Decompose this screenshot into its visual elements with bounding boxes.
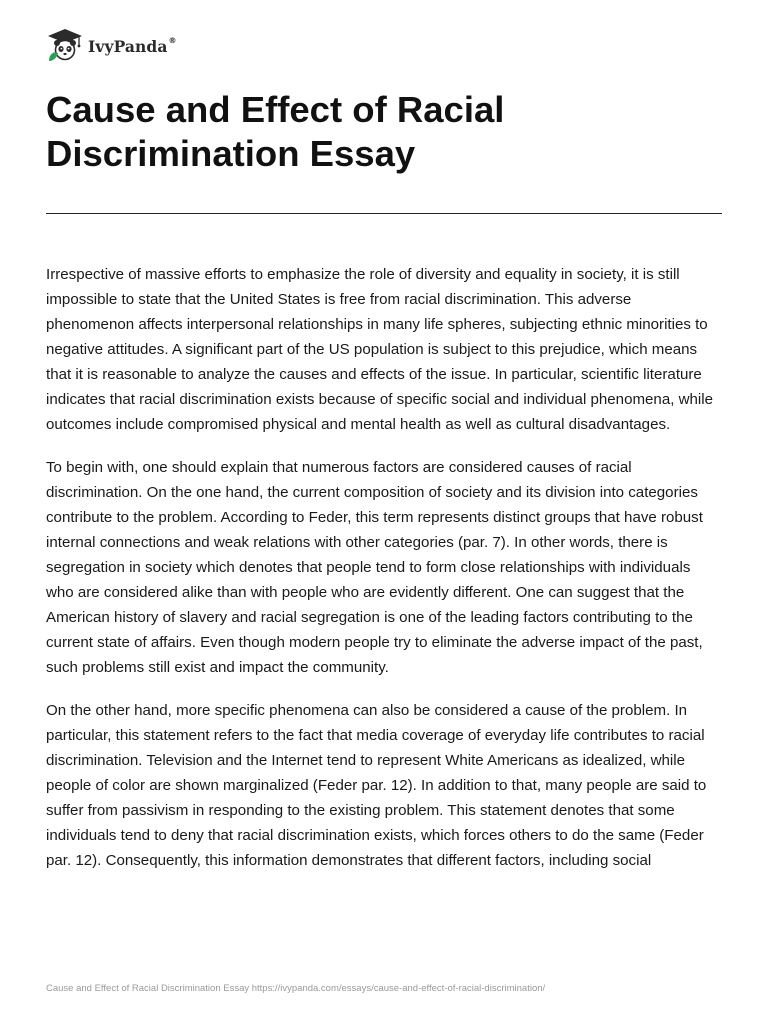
title-divider	[46, 213, 722, 214]
essay-paragraph-2: To begin with, one should explain that numerous factors are considered causes of racial discrimination. On the one hand, the current composition of society and its division into categories contribute to the problem. According to Feder, this term represents distinct groups that have robust internal connections and weak relations with other categories (par. 7). In other words, there is segregation in society which denotes that people tend to form close relationships with individuals who are considered alike than with people who are evidently different. One can suggest that the American history of slavery and racial segregation is one of the leading factors contributing to the current state of affairs. Even though modern people try to eliminate the adverse impact of the past, such problems still exist and impact the community.	[46, 459, 703, 676]
essay-paragraph-3: On the other hand, more specific phenomena can also be considered a cause of the problem. In particular, this statement refers to the fact that media coverage of everyday life contributes to racial discrimination. Television and the Internet tend to represent White Americans as idealized, while people of color are shown marginalized (Feder par. 12). In addition to that, many people are said to suffer from passivism in responding to the existing problem. This statement denotes that some individuals tend to deny that racial discrimination exists, which forces others to do the same (Feder par. 12). Consequently, this information demonstrates that different factors, including social	[46, 702, 707, 869]
brand-name: IvyPanda®	[88, 35, 177, 56]
page-title: Cause and Effect of Racial Discrimination Essay	[46, 89, 505, 174]
essay-paragraph-1: Irrespective of massive efforts to emphasize the role of diversity and equality in society, it is still impossible to state that the United States is free from racial discrimination. This adverse phenomenon affects interpersonal relationships in many life spheres, subjecting ethnic minorities to negative attitudes. A significant part of the US population is subject to this prejudice, which means that it is reasonable to analyze the causes and effects of the issue. In particular, scientific literature indicates that racial discrimination exists because of specific social and individual phenomena, while outcomes include compromised physical and mental health as well as cultural disadvantages.	[46, 266, 713, 433]
registered-mark: ®	[168, 35, 177, 45]
essay-body	[46, 262, 722, 873]
brand-logo[interactable]	[46, 27, 177, 63]
panda-graduate-icon	[46, 27, 84, 63]
page-footer-citation: Cause and Effect of Racial Discrimination Essay https://ivypanda.com/essays/cause-and-effect-of-racial-discrimination/	[46, 983, 546, 994]
